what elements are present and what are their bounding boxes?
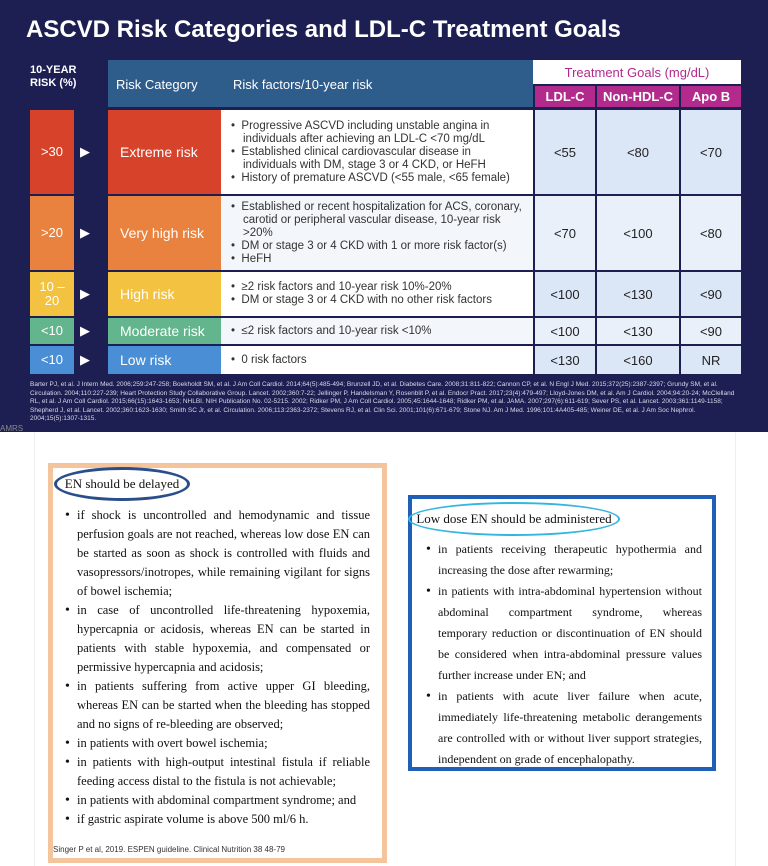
risk-factor-item: • DM or stage 3 or 4 CKD with 1 or more risk factor(s) xyxy=(231,239,507,252)
watermark: AMRS xyxy=(0,424,24,433)
chevron-right-icon: ▶ xyxy=(80,144,90,159)
nonhdl-goal-very-high: <100 xyxy=(597,196,679,270)
header-apob: Apo B xyxy=(681,86,741,107)
category-low: Low risk xyxy=(108,346,221,374)
risk-value-moderate: <10 xyxy=(30,318,74,344)
list-item: • in patients with intra-abdominal hypertension without abdominal compartment syndrome, whereas temporary reduction or discontinuation of EN should be considered when intra-abdominal pressure values further increase under EN; and xyxy=(438,581,702,686)
citation: Singer P et al, 2019. ESPEN guideline. Clinical Nutrition 38 48-79 xyxy=(53,845,285,854)
ldl-goal-extreme: <55 xyxy=(535,110,595,194)
list-item: • in patients with acute liver failure when acute, immediately life-threatening metabolic derangements are controlled with or without liver support strategies, independent on grade of encephalopathy. xyxy=(438,686,702,770)
risk-factor-item: • ≤2 risk factors and 10-year risk <10% xyxy=(231,324,432,337)
en-delayed-list xyxy=(65,506,370,829)
risk-factor-item: • ≥2 risk factors and 10-year risk 10%-20% xyxy=(231,281,452,293)
risk-factor-item: • History of premature ASCVD (<55 male, <65 female) xyxy=(231,171,510,184)
apob-goal-moderate: <90 xyxy=(681,318,741,344)
risk-factors-moderate xyxy=(221,318,533,344)
espen-slide xyxy=(34,432,736,866)
en-low-dose-list xyxy=(426,539,702,770)
list-item: • in patients suffering from active upper GI bleeding, whereas EN can be started when the bleeding has stopped and no signs of re-bleeding are observed; xyxy=(77,677,370,734)
ldl-goal-high: <100 xyxy=(535,272,595,316)
header-risk-category: Risk Category xyxy=(108,60,221,107)
risk-factors-high xyxy=(221,272,533,316)
risk-value-extreme: >30 xyxy=(30,110,74,194)
category-extreme: Extreme risk xyxy=(108,110,221,194)
risk-value-very-high: >20 xyxy=(30,196,74,270)
apob-goal-extreme: <70 xyxy=(681,110,741,194)
header-risk-factors: Risk factors/10-year risk xyxy=(221,60,533,107)
list-item: • if gastric aspirate volume is above 500 ml/6 h. xyxy=(77,810,370,829)
risk-value-high: 10 – 20 xyxy=(30,272,74,316)
risk-factor-item: • Progressive ASCVD including unstable angina in individuals after achieving an LDL-C <70 mg/dL xyxy=(231,119,490,145)
ascvd-slide xyxy=(0,0,768,432)
list-item: • in patients with high-output intestinal fistula if reliable feeding access distal to the fistula is not achievable; xyxy=(77,753,370,791)
risk-factor-item: • Established or recent hospitalization for ACS, coronary, carotid or peripheral vascular disease, 10-year risk >20% xyxy=(231,200,522,239)
en-low-dose-box xyxy=(408,495,716,771)
risk-factors-extreme xyxy=(221,110,533,194)
list-item: • in case of uncontrolled life-threatening hypoxemia, hypercapnia or acidosis, whereas EN can be started in patients with stable hypoxemia, and compensated or permissive hypercapnia and acidosis; xyxy=(77,601,370,677)
ldl-goal-very-high: <70 xyxy=(535,196,595,270)
risk-value-low: <10 xyxy=(30,346,74,374)
header-nonhdl: Non-HDL-C xyxy=(597,86,679,107)
list-item: • in patients with abdominal compartment syndrome; and xyxy=(77,791,370,810)
list-item: • in patients receiving therapeutic hypothermia and increasing the dose after rewarming; xyxy=(438,539,702,581)
category-high: High risk xyxy=(108,272,221,316)
chevron-right-icon: ▶ xyxy=(80,323,90,338)
apob-goal-very-high: <80 xyxy=(681,196,741,270)
risk-factor-item: • 0 risk factors xyxy=(231,353,307,366)
ldl-goal-moderate: <100 xyxy=(535,318,595,344)
header-ldl: LDL-C xyxy=(535,86,595,107)
ldl-goal-low: <130 xyxy=(535,346,595,374)
en-delayed-title: EN should be delayed xyxy=(54,467,190,501)
nonhdl-goal-high: <130 xyxy=(597,272,679,316)
header-10yr-risk: 10-YEAR RISK (%) xyxy=(30,64,77,89)
apob-goal-low: NR xyxy=(681,346,741,374)
list-item: • if shock is uncontrolled and hemodynamic and tissue perfusion goals are not reached, whereas low dose EN can be started as soon as shock is controlled with fluids and vasopressors/inotropes, while remaining vigilant for signs of bowel ischemia; xyxy=(77,506,370,601)
en-delayed-box xyxy=(48,463,387,863)
chevron-right-icon: ▶ xyxy=(80,225,90,240)
header-treatment-goals: Treatment Goals (mg/dL) xyxy=(533,60,741,84)
apob-goal-high: <90 xyxy=(681,272,741,316)
en-low-dose-title: Low dose EN should be administered xyxy=(408,502,620,536)
risk-factor-item: • DM or stage 3 or 4 CKD with no other risk factors xyxy=(231,294,492,306)
chevron-right-icon: ▶ xyxy=(80,352,90,367)
category-very-high: Very high risk xyxy=(108,196,221,270)
slide-title: ASCVD Risk Categories and LDL-C Treatment Goals xyxy=(26,16,621,43)
risk-factors-very-high xyxy=(221,196,533,270)
nonhdl-goal-low: <160 xyxy=(597,346,679,374)
chevron-right-icon: ▶ xyxy=(80,286,90,301)
risk-factor-item: • Established clinical cardiovascular disease in individuals with DM, stage 3 or 4 CKD, or HeFH xyxy=(231,145,486,171)
nonhdl-goal-moderate: <130 xyxy=(597,318,679,344)
nonhdl-goal-extreme: <80 xyxy=(597,110,679,194)
category-moderate: Moderate risk xyxy=(108,318,221,344)
list-item: • in patients with overt bowel ischemia; xyxy=(77,734,370,753)
references: Barter PJ, et al. J Intern Med. 2006;259:247-258; Boekholdt SM, et al. J Am Coll Cardiol. 2014;64(5):485-494; Brunzell JD, et al. Diabetes Care. 2008;31:811-822; Cannon CP, et al. N Engl J Med. 2015;372(25):2387-2397; Grundy SM, et al. Circulation. 2004;110:227-239; Heart Protection Study Collaborative Group. Lancet. 2002;360:7-22; Jellinger P, Handelsman Y, Rosenblit P, et al. Endocr Pract. 2017;23(4):479-497; Lloyd-Jones DM, et al. Am J Cardiol. 2004;94:20-24; McClelland RL, et al. J Am Coll Cardiol. 2015;66(15):1643-1653; NHLBI. NIH Publication No. 02-5215. 2002; Ridker PM, J Am Coll Cardiol. 2005;45:1644-1648; Ridker PM, et al. JAMA. 2007;297(6):611-619; Sever PS, et al. Lancet. 2003;361:1149-1158; Shepherd J, et al. Lancet. 2002;360:1623-1630; Smith SC Jr, et al. Circulation. 2006;113:2363-2372; Stevens RJ, et al. Clin Sci. 2001;101(6):671-679; Stone NJ. Am J Med. 1996;101:4A405-485; Weiner DE, et al. J Am Soc Nephrol. 2004;15(5):1307-1315. xyxy=(30,381,735,422)
risk-factors-low xyxy=(221,346,533,374)
risk-factor-item: • HeFH xyxy=(231,252,272,265)
